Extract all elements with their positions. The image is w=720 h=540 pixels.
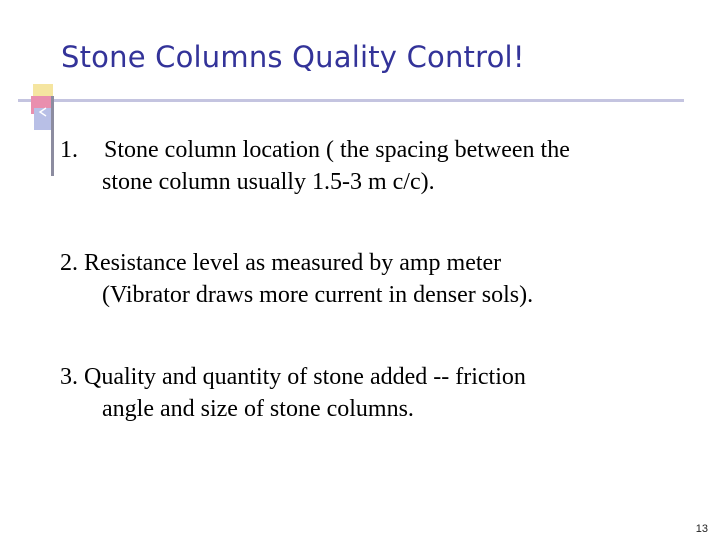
list-item-text: Stone column location ( the spacing between the xyxy=(104,137,570,163)
list-item-continuation: angle and size of stone columns. xyxy=(102,396,414,422)
left-accent-bar xyxy=(51,96,54,176)
accent-squares xyxy=(31,84,53,132)
page-number: 13 xyxy=(695,523,708,535)
list-item xyxy=(60,247,680,311)
list-item-continuation: stone column usually 1.5-3 m c/c). xyxy=(102,169,435,195)
list-item-number: 1. xyxy=(60,137,78,163)
list-item-text: 3. Quality and quantity of stone added -- friction xyxy=(60,364,526,390)
list-item xyxy=(60,134,680,198)
corner-arrow-icon xyxy=(37,106,49,118)
list-item-continuation: (Vibrator draws more current in denser sols). xyxy=(102,282,534,308)
slide-title: Stone Columns Quality Control! xyxy=(61,40,525,74)
list-item-text: 2. Resistance level as measured by amp meter xyxy=(60,250,502,276)
title-divider xyxy=(18,99,684,102)
list-item xyxy=(60,361,680,425)
